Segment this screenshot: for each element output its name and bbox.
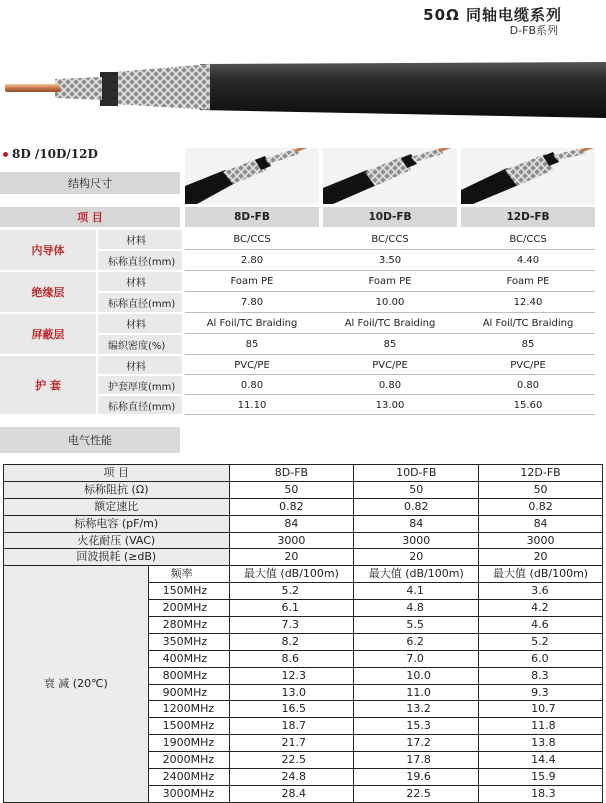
param-label: 材料 [98,356,182,374]
freq-cell: 2000MHz [148,752,229,769]
freq-header: 频率 [148,566,229,583]
divider [185,270,595,271]
value-cell: 4.2 [479,600,603,617]
value-cell: 20 [354,549,479,566]
value-cell: 0.80 [378,379,402,391]
value-cell: 85 [383,339,397,350]
freq-cell: 900MHz [148,684,229,701]
value-cell: 6.0 [479,650,603,667]
value-cell: 3000 [229,532,354,549]
value-cell: PVC/PE [510,359,546,371]
value-cell: 8.2 [229,633,354,650]
divider [185,333,595,334]
value-cell: 15.3 [354,718,479,735]
value-cell: 3000 [479,532,603,549]
value-cell: 4.40 [516,255,540,266]
group-insulation: 绝缘层 [0,272,96,312]
electrical-table [3,464,603,803]
freq-cell: 350MHz [148,633,229,650]
value-cell: 50 [229,481,354,498]
divider [185,354,595,355]
structure-header-band [0,172,180,194]
value-cell: 15.60 [513,399,543,411]
table-row [4,566,603,583]
param-label: 标称直径(mm) [98,293,182,312]
value-cell: 21.7 [229,735,354,752]
value-cell: 3.50 [378,255,402,266]
max-header: 最大值 (dB/100m) [354,566,479,583]
value-cell: Al Foil/TC Braiding [482,318,574,329]
freq-cell: 150MHz [148,583,229,600]
value-cell: 11.8 [479,718,603,735]
value-cell: 13.8 [479,735,603,752]
freq-cell: 1200MHz [148,701,229,718]
value-cell: PVC/PE [234,359,270,371]
freq-cell: 200MHz [148,600,229,617]
value-cell: 22.5 [229,752,354,769]
value-cell: 50 [479,481,603,498]
table-row [4,532,603,549]
max-header: 最大值 (dB/100m) [229,566,354,583]
value-cell: 13.0 [229,684,354,701]
value-cell: 18.3 [479,785,603,802]
value-cell: 6.2 [354,633,479,650]
value-cell: Al Foil/TC Braiding [344,318,436,329]
value-cell: PVC/PE [372,359,408,371]
param-label: 额定速比 [4,498,230,515]
value-cell: 15.9 [479,769,603,786]
divider [185,249,595,250]
divider [185,312,595,313]
param-label: 材料 [98,230,182,249]
value-cell: 84 [229,515,354,532]
value-cell: 6.1 [229,600,354,617]
value-cell: 20 [229,549,354,566]
value-cell: 5.5 [354,617,479,634]
param-label: 标称电容 (pF/m) [4,515,230,532]
value-cell: 13.2 [354,701,479,718]
param-label: 护套厚度(mm) [98,376,182,394]
model-header: 8D-FB [229,465,354,482]
value-cell: 12.3 [229,667,354,684]
value-cell: 28.4 [229,785,354,802]
value-cell: 50 [354,481,479,498]
value-cell: 0.80 [516,379,540,391]
value-cell: 8.6 [229,650,354,667]
freq-cell: 400MHz [148,650,229,667]
model-header: 12D-FB [479,465,603,482]
cable-thumb-10d [323,148,457,204]
param-label: 回波损耗 (≥dB) [4,549,230,566]
divider [185,394,595,395]
electrical-header-band [0,427,180,453]
value-cell: 7.0 [354,650,479,667]
value-cell: 17.8 [354,752,479,769]
value-cell: 7.80 [240,297,264,308]
model-header-10d: 10D-FB [323,207,457,227]
table-row [4,481,603,498]
table-row [4,465,603,482]
freq-cell: 800MHz [148,667,229,684]
structure-section-label: 结构尺寸 [68,177,112,190]
value-cell: 19.6 [354,769,479,786]
value-cell: Foam PE [230,276,274,287]
value-cell: 22.5 [354,785,479,802]
structure-item-header: 项 目 [0,207,180,227]
value-cell: 2.80 [240,255,264,266]
freq-cell: 2400MHz [148,769,229,786]
value-cell: 8.3 [479,667,603,684]
electrical-section-label: 电气性能 [68,434,112,447]
value-cell: 85 [521,339,535,350]
param-label: 材料 [98,272,182,291]
value-cell: 0.82 [479,498,603,515]
series-label-text: 8D /10D/12D [12,147,98,161]
cable-thumb-12d [461,148,595,204]
param-label: 标称直径(mm) [98,251,182,270]
group-shield: 屏蔽层 [0,314,96,354]
model-header-12d: 12D-FB [461,207,595,227]
freq-cell: 280MHz [148,617,229,634]
value-cell: 0.82 [354,498,479,515]
value-cell: 11.0 [354,684,479,701]
value-cell: 10.00 [375,297,405,308]
freq-cell: 1900MHz [148,735,229,752]
cable-thumb-8d [185,148,319,204]
param-label: 材料 [98,314,182,333]
value-cell: 11.10 [237,399,267,411]
value-cell: 18.7 [229,718,354,735]
value-cell: 9.3 [479,684,603,701]
value-cell: 0.80 [240,379,264,391]
model-header-8d: 8D-FB [185,207,319,227]
value-cell: 3000 [354,532,479,549]
group-jacket: 护 套 [0,356,96,414]
value-cell: 12.40 [513,297,543,308]
value-cell: 4.1 [354,583,479,600]
value-cell: Foam PE [506,276,550,287]
value-cell: BC/CCS [233,234,271,245]
page-title: 50Ω 同轴电缆系列 [423,6,562,24]
freq-cell: 1500MHz [148,718,229,735]
series-label [3,147,98,161]
page-subtitle: D-FB系列 [509,24,558,37]
value-cell: 84 [354,515,479,532]
value-cell: 24.8 [229,769,354,786]
value-cell: 20 [479,549,603,566]
model-header: 10D-FB [354,465,479,482]
divider [185,414,595,415]
param-label: 标称直径(mm) [98,396,182,414]
value-cell: Foam PE [368,276,412,287]
group-inner-conductor: 内导体 [0,230,96,270]
value-cell: 5.2 [479,633,603,650]
value-cell: 10.7 [479,701,603,718]
coax-cable-illustration [0,58,606,122]
value-cell: 10.0 [354,667,479,684]
bullet-icon [3,152,8,157]
value-cell: 16.5 [229,701,354,718]
value-cell: 0.82 [229,498,354,515]
table-row [4,549,603,566]
value-cell: Al Foil/TC Braiding [206,318,298,329]
value-cell: 14.4 [479,752,603,769]
freq-cell: 3000MHz [148,785,229,802]
value-cell: 4.8 [354,600,479,617]
value-cell: 85 [245,339,259,350]
value-cell: 13.00 [375,399,405,411]
value-cell: 3.6 [479,583,603,600]
value-cell: BC/CCS [509,234,547,245]
divider [185,374,595,375]
value-cell: 5.2 [229,583,354,600]
table-row [4,498,603,515]
value-cell: 84 [479,515,603,532]
max-header: 最大值 (dB/100m) [479,566,603,583]
param-label: 编织密度(%) [98,335,182,354]
param-label: 火花耐压 (VAC) [4,532,230,549]
electrical-item-header: 项 目 [4,465,230,482]
divider [185,291,595,292]
attenuation-label: 衰 减 (20℃) [4,566,149,802]
param-label: 标称阻抗 (Ω) [4,481,230,498]
table-row [4,515,603,532]
value-cell: BC/CCS [371,234,409,245]
value-cell: 4.6 [479,617,603,634]
value-cell: 7.3 [229,617,354,634]
value-cell: 17.2 [354,735,479,752]
